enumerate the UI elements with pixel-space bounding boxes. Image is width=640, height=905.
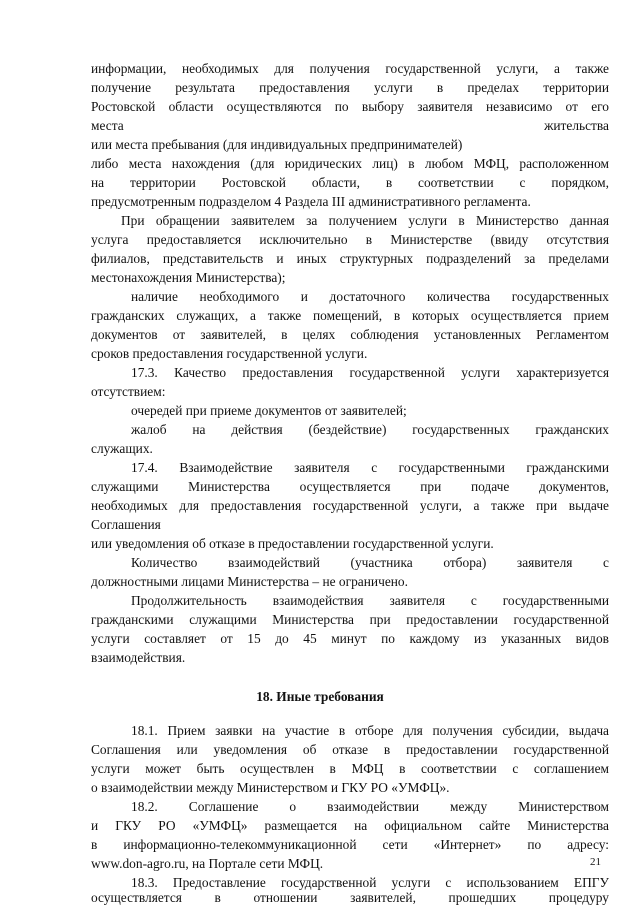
text-line: 17.3. Качество предоставления государственной услуги характеризуется [131, 365, 609, 380]
text-line: услуги может быть осуществлен в МФЦ в соответствии с соглашением [91, 761, 609, 776]
text-line: очередей при приеме документов от заявителей; [131, 403, 407, 418]
text-line: наличие необходимого и достаточного количества государственных [131, 289, 609, 304]
text-line: служащих. [91, 441, 153, 456]
text-line: услуга предоставляется исключительно в Министерстве (ввиду отсутствия [91, 232, 609, 247]
text-line: или места пребывания (для индивидуальных предпринимателей) [91, 137, 463, 152]
text-line: гражданскими служащими Министерства при предоставлении государственной [91, 612, 609, 627]
text-line: www.don-agro.ru, на Портале сети МФЦ. [91, 856, 324, 871]
text-line: на территории Ростовской области, в соответствии с порядком, [91, 175, 609, 190]
text-line: Соглашения или уведомления об отказе в предоставлении государственной [91, 742, 609, 757]
text-line: информации, необходимых для получения государственной услуги, а также [91, 61, 609, 76]
text-line: услуги составляет от 15 до 45 минут по каждому из указанных видов [91, 631, 609, 646]
text-line: отсутствием: [91, 384, 166, 399]
text-line: филиалов, представительств и иных структурных подразделений за пределами [91, 251, 609, 266]
text-line: и ГКУ РО «УМФЦ» размещается на официальном сайте Министерства [91, 818, 609, 833]
text-line: местонахождения Министерства); [91, 270, 286, 285]
text-line: 17.4. Взаимодействие заявителя с государственными гражданскими [131, 460, 609, 475]
text-line: должностными лицами Министерства – не ограничено. [91, 574, 408, 589]
text-line: При обращении заявителем за получением услуги в Министерство данная [121, 213, 609, 228]
text-line: предусмотренным подразделом 4 Раздела III административного регламента. [91, 194, 531, 209]
text-line: Ростовской области осуществляются по выбору заявителя независимо от его [91, 99, 609, 114]
text-line: получение результата предоставления услуги в пределах территории [91, 80, 609, 95]
text-line: места жительства [91, 118, 609, 133]
text-line: 18.3. Предоставление государственной услуги с использованием ЕПГУ [131, 875, 609, 890]
text-line: сроков предоставления государственной услуги. [91, 346, 368, 361]
text-line: либо места нахождения (для юридических лиц) в любом МФЦ, расположенном [91, 156, 609, 171]
text-line: гражданских служащих, а также помещений, в которых осуществляется прием [91, 308, 609, 323]
text-line: документов от заявителей, в целях соблюдения установленных Регламентом [91, 327, 609, 342]
text-line: необходимых для предоставления государственной услуги, а также при выдаче [91, 498, 609, 513]
text-line: служащими Министерства осуществляется при подаче документов, [91, 479, 609, 494]
text-line: жалоб на действия (бездействие) государственных гражданских [131, 422, 609, 437]
text-line: о взаимодействии между Министерством и ГКУ РО «УМФЦ». [91, 780, 450, 795]
text-line: осуществляется в отношении заявителей, прошедших процедуру [91, 890, 609, 905]
text-line: Соглашения [91, 517, 161, 532]
section-heading: 18. Иные требования [256, 689, 384, 704]
text-line: Количество взаимодействий (участника отбора) заявителя с [131, 555, 609, 570]
text-line: Продолжительность взаимодействия заявителя с государственными [131, 593, 609, 608]
text-line: или уведомления об отказе в предоставлении государственной услуги. [91, 536, 494, 551]
text-line: в информационно-телекоммуникационной сети «Интернет» по адресу: [91, 837, 609, 852]
text-line: 18.1. Прием заявки на участие в отборе для получения субсидии, выдача [131, 723, 609, 738]
text-line: 18.2. Соглашение о взаимодействии между Министерством [131, 799, 609, 814]
page-number: 21 [590, 856, 601, 868]
text-line: взаимодействия. [91, 650, 186, 665]
